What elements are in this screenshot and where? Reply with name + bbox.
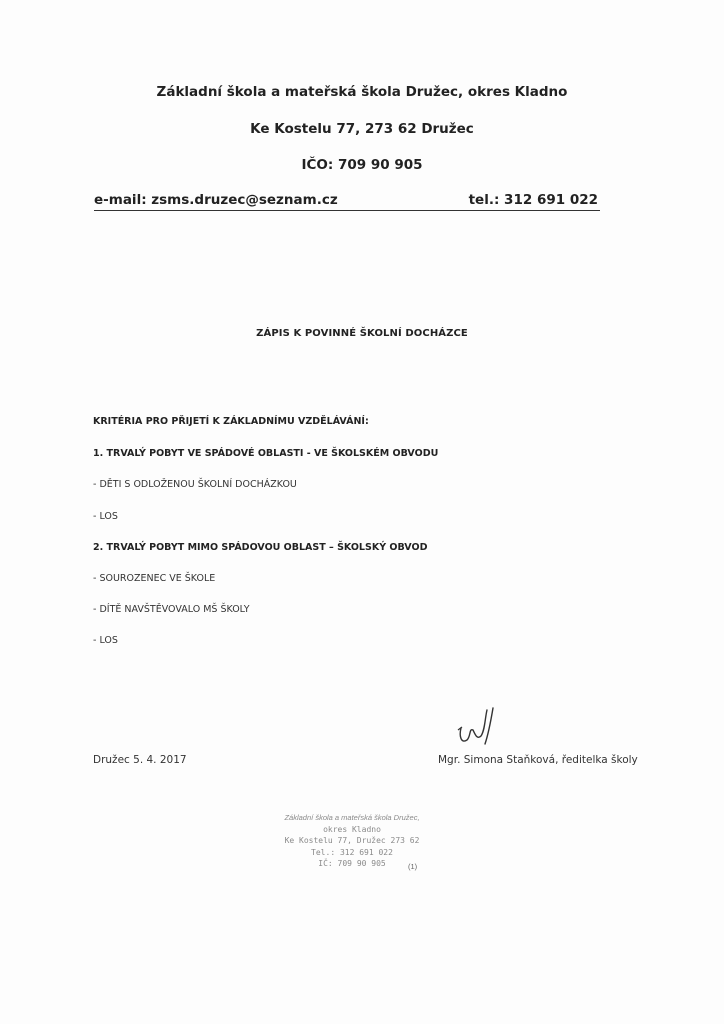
criteria-heading: KRITÉRIA PRO PŘIJETÍ K ZÁKLADNÍMU VZDĚLÁVÁNÍ: bbox=[93, 416, 369, 427]
list-item: - DĚTI S ODLOŽENOU ŠKOLNÍ DOCHÁZKOU bbox=[93, 479, 297, 490]
stamp-line: Tel.: 312 691 022 bbox=[311, 847, 393, 857]
stamp-line: okres Kladno bbox=[323, 824, 381, 834]
contact-row bbox=[94, 192, 600, 211]
list-item: - LOS bbox=[93, 635, 118, 646]
stamp-line: Ke Kostelu 77, Družec 273 62 bbox=[284, 836, 420, 845]
stamp-line: Základní škola a mateřská škola Družec, bbox=[284, 813, 420, 822]
school-address: Ke Kostelu 77, 273 62 Družec bbox=[250, 121, 474, 137]
school-email: e-mail: zsms.druzec@seznam.cz bbox=[94, 192, 338, 208]
section1-heading: 1. TRVALÝ POBYT VE SPÁDOVÉ OBLASTI - VE ŠKOLSKÉM OBVODU bbox=[93, 448, 439, 459]
section2-heading: 2. TRVALÝ POBYT MIMO SPÁDOVOU OBLAST – ŠKOLSKÝ OBVOD bbox=[93, 542, 428, 553]
school-name: Základní škola a mateřská škola Družec, okres Kladno bbox=[156, 84, 568, 100]
place-date: Družec 5. 4. 2017 bbox=[93, 754, 187, 766]
list-item: - SOUROZENEC VE ŠKOLE bbox=[93, 573, 216, 584]
stamp-line: IČ: 709 90 905 bbox=[318, 859, 386, 868]
document-title: ZÁPIS K POVINNÉ ŠKOLNÍ DOCHÁZCE bbox=[256, 328, 468, 339]
handwritten-signature bbox=[455, 700, 515, 750]
list-item: - LOS bbox=[93, 511, 118, 522]
school-ico: IČO: 709 90 905 bbox=[301, 157, 423, 173]
school-stamp bbox=[262, 812, 442, 882]
school-phone: tel.: 312 691 022 bbox=[468, 192, 598, 208]
signatory: Mgr. Simona Staňková, ředitelka školy bbox=[438, 754, 638, 766]
list-item: - DÍTĚ NAVŠTĚVOVALO MŠ ŠKOLY bbox=[93, 604, 250, 615]
stamp-reference: (1) bbox=[408, 862, 418, 871]
